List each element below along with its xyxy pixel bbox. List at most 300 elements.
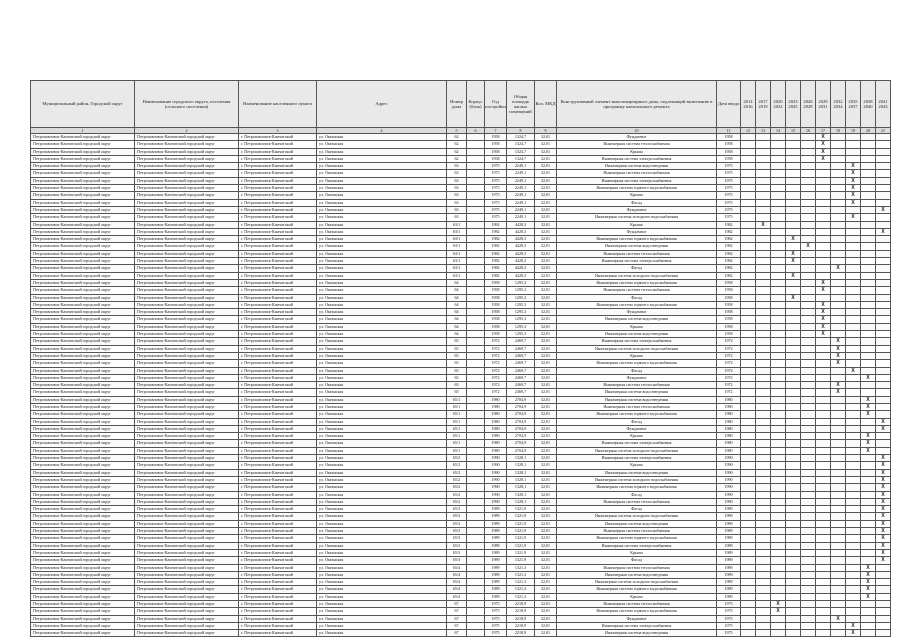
settlement-cell: Петропавловск-Камчатский городской округ <box>135 192 239 199</box>
period-cell <box>876 177 891 184</box>
street-cell: ул. Океанская <box>317 571 447 578</box>
settlement-cell: Петропавловск-Камчатский городской округ <box>135 236 239 243</box>
street-cell: ул. Океанская <box>317 214 447 221</box>
element-cell: Инженерная система электроснабжения <box>557 338 717 345</box>
table-row <box>31 455 891 462</box>
period-cell <box>801 228 816 235</box>
period-cell <box>816 462 831 469</box>
house-cell: 63 <box>447 199 467 206</box>
house-cell: 65/3 <box>447 535 467 542</box>
period-cell <box>876 360 891 367</box>
year-cell: 1980 <box>485 425 507 432</box>
period-cell <box>831 535 846 542</box>
header-period: 2041 2043 <box>876 81 891 128</box>
district-cell: Петропавловск-Камчатский городской округ <box>31 403 135 410</box>
settlement-cell: Петропавловск-Камчатский городской округ <box>135 374 239 381</box>
period-cell <box>861 301 876 308</box>
locality-cell: г. Петропавловск-Камчатский <box>239 586 317 593</box>
locality-cell: г. Петропавловск-Камчатский <box>239 418 317 425</box>
period-cell <box>831 484 846 491</box>
settlement-cell: Петропавловск-Камчатский городской округ <box>135 418 239 425</box>
house-cell: 63/1 <box>447 250 467 257</box>
table-row <box>31 221 891 228</box>
period-cell <box>846 294 861 301</box>
period-cell <box>861 338 876 345</box>
year-cell: 1958 <box>485 141 507 148</box>
period-cell <box>756 163 771 170</box>
period-cell <box>801 498 816 505</box>
period-cell: X <box>831 382 846 389</box>
corpus-cell <box>467 374 485 381</box>
street-cell: ул. Океанская <box>317 382 447 389</box>
mkd-cell: 32,01 <box>535 374 557 381</box>
period-cell <box>741 615 756 622</box>
house-cell: 65 <box>447 360 467 367</box>
period-cell <box>741 455 756 462</box>
date-cell: 1958 <box>717 155 741 162</box>
corpus-cell <box>467 513 485 520</box>
table-row <box>31 134 891 141</box>
district-cell: Петропавловск-Камчатский городской округ <box>31 250 135 257</box>
period-cell <box>816 228 831 235</box>
locality-cell: г. Петропавловск-Камчатский <box>239 228 317 235</box>
house-cell: 63 <box>447 170 467 177</box>
house-cell: 65 <box>447 352 467 359</box>
locality-cell: г. Петропавловск-Камчатский <box>239 177 317 184</box>
period-cell <box>846 462 861 469</box>
period-cell <box>846 498 861 505</box>
period-cell <box>756 134 771 141</box>
period-cell: X <box>786 250 801 257</box>
settlement-cell: Петропавловск-Камчатский городской округ <box>135 476 239 483</box>
year-cell: 1972 <box>485 382 507 389</box>
area-cell: 2704,9 <box>507 447 535 454</box>
period-cell <box>771 323 786 330</box>
locality-cell: г. Петропавловск-Камчатский <box>239 294 317 301</box>
period-cell <box>756 586 771 593</box>
period-cell <box>771 462 786 469</box>
corpus-cell <box>467 367 485 374</box>
period-cell <box>876 199 891 206</box>
period-cell <box>876 155 891 162</box>
period-cell <box>846 586 861 593</box>
period-cell <box>846 301 861 308</box>
period-cell <box>846 491 861 498</box>
district-cell: Петропавловск-Камчатский городской округ <box>31 462 135 469</box>
period-cell <box>786 484 801 491</box>
period-cell <box>771 396 786 403</box>
period-cell <box>786 476 801 483</box>
period-cell <box>816 579 831 586</box>
period-cell <box>756 462 771 469</box>
mkd-cell: 32,01 <box>535 352 557 359</box>
period-cell <box>741 396 756 403</box>
period-cell <box>801 389 816 396</box>
mkd-cell: 32,01 <box>535 513 557 520</box>
area-cell: 1295,3 <box>507 309 535 316</box>
element-cell: Инженерная система водоотведения <box>557 389 717 396</box>
year-cell: 1975 <box>485 608 507 615</box>
district-cell: Петропавловск-Камчатский городской округ <box>31 520 135 527</box>
period-cell <box>741 593 756 600</box>
settlement-cell: Петропавловск-Камчатский городской округ <box>135 221 239 228</box>
district-cell: Петропавловск-Камчатский городской округ <box>31 557 135 564</box>
period-cell <box>846 258 861 265</box>
period-cell <box>831 250 846 257</box>
period-cell <box>786 455 801 462</box>
period-cell <box>771 236 786 243</box>
street-cell: ул. Океанская <box>317 484 447 491</box>
street-cell: ул. Океанская <box>317 593 447 600</box>
year-cell: 1958 <box>485 331 507 338</box>
corpus-cell <box>467 316 485 323</box>
period-cell <box>771 272 786 279</box>
settlement-cell: Петропавловск-Камчатский городской округ <box>135 163 239 170</box>
corpus-cell <box>467 352 485 359</box>
date-cell: 1980 <box>717 396 741 403</box>
period-cell <box>801 433 816 440</box>
period-cell <box>861 177 876 184</box>
element-cell: Инженерная система водоотведения <box>557 163 717 170</box>
area-cell: 2469,7 <box>507 367 535 374</box>
house-cell: 65/3 <box>447 506 467 513</box>
element-cell: Фундамент <box>557 309 717 316</box>
period-cell <box>786 199 801 206</box>
period-cell <box>801 586 816 593</box>
period-cell <box>861 462 876 469</box>
period-cell <box>831 141 846 148</box>
street-cell: ул. Океанская <box>317 316 447 323</box>
year-cell: 1958 <box>485 279 507 286</box>
period-cell <box>741 433 756 440</box>
period-cell <box>831 163 846 170</box>
period-cell <box>771 382 786 389</box>
year-cell: 1990 <box>485 484 507 491</box>
header-street: Адрес <box>317 81 447 128</box>
date-cell: 1972 <box>717 338 741 345</box>
table-row <box>31 593 891 600</box>
period-cell <box>846 484 861 491</box>
period-cell <box>771 564 786 571</box>
house-cell: 67 <box>447 630 467 637</box>
street-cell: ул. Океанская <box>317 199 447 206</box>
period-cell <box>846 243 861 250</box>
period-cell <box>771 374 786 381</box>
period-cell <box>756 338 771 345</box>
corpus-cell <box>467 535 485 542</box>
period-cell <box>831 258 846 265</box>
mkd-cell: 32,01 <box>535 498 557 505</box>
period-cell <box>816 498 831 505</box>
header-period: 2032 2034 <box>831 81 846 128</box>
corpus-cell <box>467 528 485 535</box>
table-row <box>31 498 891 505</box>
period-cell <box>756 564 771 571</box>
district-cell: Петропавловск-Камчатский городской округ <box>31 323 135 330</box>
mkd-cell: 32,01 <box>535 491 557 498</box>
area-cell: 1328,1 <box>507 484 535 491</box>
mkd-cell: 32,01 <box>535 469 557 476</box>
period-cell <box>741 134 756 141</box>
street-cell: ул. Океанская <box>317 170 447 177</box>
area-cell: 1321,3 <box>507 586 535 593</box>
house-cell: 65/4 <box>447 593 467 600</box>
period-cell: X <box>876 491 891 498</box>
mkd-cell: 32,01 <box>535 309 557 316</box>
period-cell <box>801 287 816 294</box>
capital-repair-table <box>30 80 891 637</box>
period-cell <box>801 294 816 301</box>
header-period: 2038 2040 <box>861 81 876 128</box>
corpus-cell <box>467 484 485 491</box>
period-cell <box>786 360 801 367</box>
district-cell: Петропавловск-Камчатский городской округ <box>31 630 135 637</box>
settlement-cell: Петропавловск-Камчатский городской округ <box>135 549 239 556</box>
locality-cell: г. Петропавловск-Камчатский <box>239 170 317 177</box>
period-cell <box>831 214 846 221</box>
header-element: Конструктивный элемент многоквартирного дома, подлежащий включению в программу капитального ремонта <box>557 81 717 128</box>
period-cell <box>756 294 771 301</box>
period-cell: X <box>876 455 891 462</box>
locality-cell: г. Петропавловск-Камчатский <box>239 374 317 381</box>
period-cell <box>846 513 861 520</box>
period-cell <box>771 265 786 272</box>
period-cell <box>876 345 891 352</box>
settlement-cell: Петропавловск-Камчатский городской округ <box>135 513 239 520</box>
district-cell: Петропавловск-Камчатский городской округ <box>31 236 135 243</box>
period-cell <box>831 425 846 432</box>
period-cell <box>831 316 846 323</box>
period-cell <box>801 455 816 462</box>
area-cell: 1328,1 <box>507 455 535 462</box>
period-cell <box>756 455 771 462</box>
locality-cell: г. Петропавловск-Камчатский <box>239 425 317 432</box>
col-number: 10 <box>557 128 717 134</box>
element-cell: Инженерная система теплоснабжения <box>557 250 717 257</box>
mkd-cell: 32,01 <box>535 608 557 615</box>
period-cell <box>771 506 786 513</box>
period-cell <box>876 192 891 199</box>
period-cell <box>831 396 846 403</box>
period-cell <box>756 513 771 520</box>
period-cell <box>876 615 891 622</box>
period-cell: X <box>876 520 891 527</box>
col-number: 16 <box>801 128 816 134</box>
period-cell <box>756 155 771 162</box>
house-cell: 64 <box>447 294 467 301</box>
locality-cell: г. Петропавловск-Камчатский <box>239 557 317 564</box>
period-cell <box>741 192 756 199</box>
period-cell <box>741 141 756 148</box>
district-cell: Петропавловск-Камчатский городской округ <box>31 228 135 235</box>
period-cell <box>756 352 771 359</box>
locality-cell: г. Петропавловск-Камчатский <box>239 258 317 265</box>
period-cell <box>846 265 861 272</box>
area-cell: 1295,3 <box>507 331 535 338</box>
district-cell: Петропавловск-Камчатский городской округ <box>31 491 135 498</box>
area-cell: 2249,1 <box>507 185 535 192</box>
street-cell: ул. Океанская <box>317 134 447 141</box>
locality-cell: г. Петропавловск-Камчатский <box>239 498 317 505</box>
period-cell <box>771 287 786 294</box>
district-cell: Петропавловск-Камчатский городской округ <box>31 513 135 520</box>
period-cell: X <box>816 331 831 338</box>
period-cell <box>876 141 891 148</box>
period-cell <box>831 542 846 549</box>
mkd-cell: 32,01 <box>535 622 557 629</box>
table-row <box>31 433 891 440</box>
period-cell: X <box>846 185 861 192</box>
element-cell: Крыша <box>557 352 717 359</box>
house-cell: 65/1 <box>447 396 467 403</box>
period-cell <box>801 214 816 221</box>
mkd-cell: 32,01 <box>535 447 557 454</box>
period-cell <box>771 228 786 235</box>
period-cell <box>741 221 756 228</box>
element-cell: Инженерная система теплоснабжения <box>557 170 717 177</box>
table-row <box>31 206 891 213</box>
period-cell <box>741 513 756 520</box>
element-cell: Инженерная система водоотведения <box>557 331 717 338</box>
period-cell <box>756 177 771 184</box>
col-number: 7 <box>485 128 507 134</box>
locality-cell: г. Петропавловск-Камчатский <box>239 520 317 527</box>
street-cell: ул. Океанская <box>317 579 447 586</box>
corpus-cell <box>467 360 485 367</box>
locality-cell: г. Петропавловск-Камчатский <box>239 323 317 330</box>
house-cell: 65/2 <box>447 469 467 476</box>
col-number: 9 <box>535 128 557 134</box>
street-cell: ул. Океанская <box>317 498 447 505</box>
corpus-cell <box>467 199 485 206</box>
period-cell <box>831 374 846 381</box>
house-cell: 63/1 <box>447 265 467 272</box>
period-cell <box>831 192 846 199</box>
element-cell: Крыша <box>557 433 717 440</box>
period-cell <box>861 622 876 629</box>
period-cell <box>741 535 756 542</box>
mkd-cell: 32,01 <box>535 382 557 389</box>
settlement-cell: Петропавловск-Камчатский городской округ <box>135 608 239 615</box>
period-cell <box>861 192 876 199</box>
period-cell: X <box>816 323 831 330</box>
table-row <box>31 403 891 410</box>
house-cell: 67 <box>447 622 467 629</box>
date-cell: 1982 <box>717 236 741 243</box>
period-cell <box>786 447 801 454</box>
year-cell: 1982 <box>485 272 507 279</box>
year-cell: 1975 <box>485 192 507 199</box>
settlement-cell: Петропавловск-Камчатский городской округ <box>135 593 239 600</box>
district-cell: Петропавловск-Камчатский городской округ <box>31 535 135 542</box>
col-number: 1 <box>31 128 135 134</box>
period-cell <box>786 243 801 250</box>
element-cell: Инженерная система теплоснабжения <box>557 601 717 608</box>
period-cell <box>816 433 831 440</box>
house-cell: 64 <box>447 301 467 308</box>
house-cell: 67 <box>447 601 467 608</box>
period-cell <box>831 272 846 279</box>
house-cell: 63 <box>447 214 467 221</box>
period-cell <box>786 425 801 432</box>
street-cell: ул. Океанская <box>317 279 447 286</box>
mkd-cell: 32,01 <box>535 250 557 257</box>
mkd-cell: 32,01 <box>535 345 557 352</box>
period-cell <box>846 411 861 418</box>
period-cell <box>861 148 876 155</box>
corpus-cell <box>467 557 485 564</box>
period-cell <box>861 418 876 425</box>
area-cell: 2469,7 <box>507 382 535 389</box>
table-row <box>31 287 891 294</box>
period-cell <box>801 265 816 272</box>
period-cell <box>846 520 861 527</box>
table-row <box>31 301 891 308</box>
period-cell <box>816 258 831 265</box>
locality-cell: г. Петропавловск-Камчатский <box>239 236 317 243</box>
period-cell <box>771 177 786 184</box>
header-locality: Наименование населенного пункта <box>239 81 317 128</box>
period-cell: X <box>876 506 891 513</box>
district-cell: Петропавловск-Камчатский городской округ <box>31 382 135 389</box>
period-cell <box>741 206 756 213</box>
period-cell: X <box>876 557 891 564</box>
corpus-cell <box>467 134 485 141</box>
area-cell: 2704,9 <box>507 411 535 418</box>
year-cell: 1990 <box>485 491 507 498</box>
settlement-cell: Петропавловск-Камчатский городской округ <box>135 148 239 155</box>
corpus-cell <box>467 214 485 221</box>
period-cell <box>786 622 801 629</box>
corpus-cell <box>467 608 485 615</box>
date-cell: 1990 <box>717 498 741 505</box>
period-cell <box>786 214 801 221</box>
house-cell: 65 <box>447 367 467 374</box>
period-cell <box>846 549 861 556</box>
element-cell: Крыша <box>557 462 717 469</box>
period-cell <box>786 163 801 170</box>
area-cell: 2704,9 <box>507 425 535 432</box>
period-cell <box>786 564 801 571</box>
settlement-cell: Петропавловск-Камчатский городской округ <box>135 214 239 221</box>
period-cell <box>801 192 816 199</box>
district-cell: Петропавловск-Камчатский городской округ <box>31 564 135 571</box>
district-cell: Петропавловск-Камчатский городской округ <box>31 134 135 141</box>
table-row <box>31 323 891 330</box>
period-cell <box>846 331 861 338</box>
period-cell: X <box>816 309 831 316</box>
element-cell: Крыша <box>557 148 717 155</box>
element-cell: Инженерная система холодного водоснабжения <box>557 447 717 454</box>
period-cell <box>846 352 861 359</box>
date-cell: 1980 <box>717 440 741 447</box>
element-cell: Фундамент <box>557 134 717 141</box>
settlement-cell: Петропавловск-Камчатский городской округ <box>135 469 239 476</box>
district-cell: Петропавловск-Камчатский городской округ <box>31 476 135 483</box>
corpus-cell <box>467 236 485 243</box>
period-cell <box>741 345 756 352</box>
corpus-cell <box>467 206 485 213</box>
district-cell: Петропавловск-Камчатский городской округ <box>31 309 135 316</box>
area-cell: 1324,7 <box>507 134 535 141</box>
street-cell: ул. Океанская <box>317 411 447 418</box>
col-number: 4 <box>317 128 447 134</box>
element-cell: Инженерная система водоотведения <box>557 469 717 476</box>
house-cell: 62 <box>447 155 467 162</box>
period-cell <box>831 622 846 629</box>
locality-cell: г. Петропавловск-Камчатский <box>239 199 317 206</box>
period-cell <box>861 155 876 162</box>
